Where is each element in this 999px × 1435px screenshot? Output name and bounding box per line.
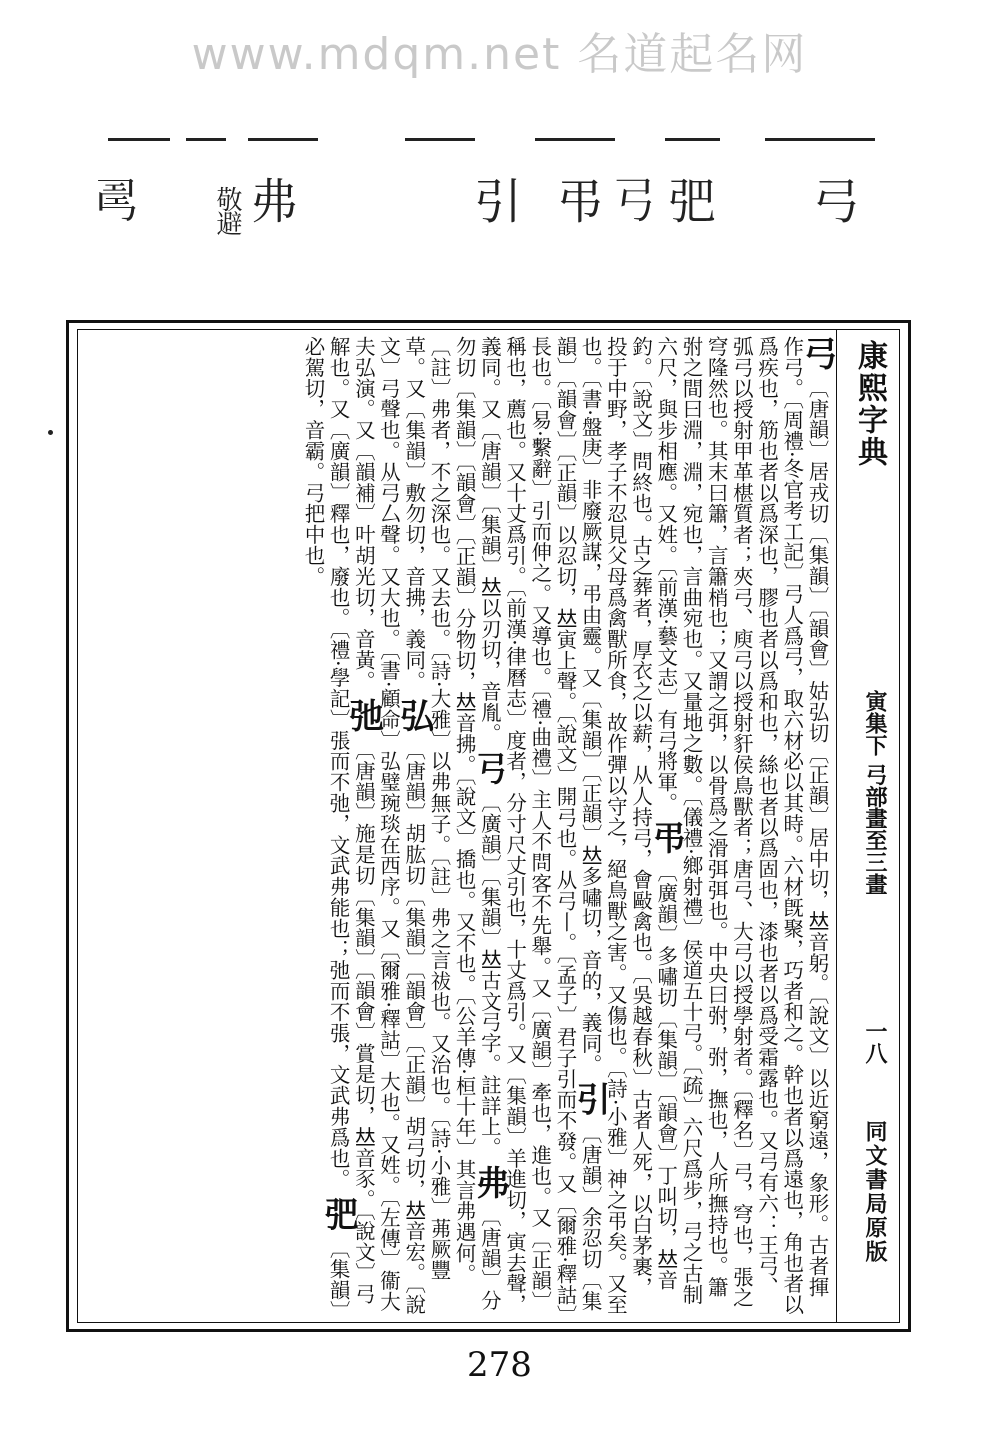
leaf-number: 一八	[862, 1020, 888, 1064]
dictionary-body-text: 弓 〔唐韻〕居戎切〔集韻〕〔韻會〕姑弘切〔正韻〕居中切，𠀤音躬。〔說文〕以近窮遠，象形。古者揮作弓。〔周禮·冬官考工記〕弓人爲弓，取六材必以其時。六材旣聚，巧者和之。幹也者以爲遠也，角也者以爲疾也，筋也者以爲深也，膠也者以爲和也，絲也者以爲固也，漆也者以爲受霜露也。又弓有六：王弓、弧弓以授射甲革椹質者；夾弓、庾弓以授射豻侯鳥獸者；唐弓、大弓以授學射者。〔釋名〕弓，穹也，張之穹隆然也。其末曰簫，言簫梢也；又謂之弭，以骨爲之滑弭弭也。中央曰弣，弣，撫也，人所撫持也。簫弣之間曰淵，淵，宛也，言曲宛也。又量地之數。〔儀禮·鄉射禮〕侯道五十弓。〔疏〕六尺爲步，弓之古制六尺，與步相應。又姓。〔前漢·藝文志〕有弓將軍。 弔 〔廣韻〕多嘯切〔集韻〕〔韻會〕丁叫切，𠀤音釣。〔說文〕問終也。古之葬者，厚衣之以薪，从人持弓，會敺禽也。〔吳越春秋〕古者人死，以白茅裹，投于中野，孝子不忍見父母爲禽獸所食，故作彈以守之，絕鳥獸之害。又傷也。〔詩·小雅〕神之弔矣。又至也。〔書·盤庚〕非廢厥謀，弔由靈。又〔集韻〕〔正韻〕𠀤多嘯切，音的，義同。 引 〔唐韻〕余忍切〔集韻〕〔韻會〕〔正韻〕以忍切，𠀤寅上聲。〔說文〕開弓也。从弓丨。〔孟子〕君子引而不發。又〔爾雅·釋詁〕長也。〔易·繫辭〕引而伸之。又導也。〔禮·曲禮〕主人不問客不先舉。又〔廣韻〕牽也，進也。又〔正韻〕稱也，薦也。又十丈爲引。〔前漢·律曆志〕度者，分寸尺丈引也，十丈爲引。又〔集韻〕羊進切，寅去聲，義同。又〔唐韻〕〔集韻〕𠀤以刃切，音胤。 𢎗 〔廣韻〕〔集韻〕𠀤古文弓字。註詳上。 弗 〔唐韻〕分勿切〔集韻〕〔韻會〕〔正韻〕分物切，𠀤音拂。〔說文〕撟也。又不也。〔公羊傳·桓十年〕其言弗遇何。〔註〕弗者，不之深也。又去也。〔詩·大雅〕以弗無子。〔註〕弗之言祓也。又治也。〔詩·小雅〕茀厥豐草。又〔集韻〕敷勿切，音拂，義同。 弘 〔唐韻〕胡肱切〔集韻〕〔韻會〕〔正韻〕胡弓切，𠀤音宏。〔說文〕弓聲也。从弓厶聲。又大也。〔書·顧命〕弘璧琬琰在西序。又〔爾雅·釋詁〕大也。又姓。〔左傳〕衞大夫弘演。又〔韻補〕叶胡光切，音黃。 弛 〔唐韻〕施是切〔集韻〕〔韻會〕賞是切，𠀤音豕。〔說文〕弓解也。又〔廣韻〕釋也，廢也。〔禮·學記〕張而不弛，文武弗能也；弛而不張，文武弗爲也。 弝 〔集韻〕必駕切，音霸。弓把中也。	[300, 336, 837, 1316]
headword: 𢎗	[469, 750, 510, 786]
section-label: 寅集下 弓部	[862, 690, 888, 808]
header-rule	[535, 138, 615, 141]
header-rule	[248, 138, 318, 141]
headword: 弔	[645, 820, 686, 855]
header-rule	[665, 138, 720, 141]
seal-character: 弔	[556, 174, 605, 230]
stroke-range: 一畫至三畫	[862, 785, 888, 895]
seal-note: 敬避	[212, 186, 242, 234]
seal-character: 𢏚	[92, 174, 141, 230]
headword: 弗	[469, 1164, 510, 1200]
page-number: 278	[467, 1345, 532, 1385]
headword: 引	[570, 1081, 611, 1117]
seal-character: 引	[474, 174, 523, 230]
headword: 弝	[318, 1196, 359, 1231]
seal-character: 𢎗	[610, 174, 659, 230]
page-inner	[77, 329, 900, 1323]
header-rule	[186, 138, 226, 141]
margin-column	[836, 330, 899, 1322]
publisher: 同文書局原版	[862, 1120, 888, 1264]
header-rule	[108, 138, 170, 141]
header-rule	[405, 138, 475, 141]
seal-character: 弝	[668, 174, 717, 230]
headword: 弘	[393, 698, 434, 733]
header-rule	[765, 138, 875, 141]
speck	[48, 430, 53, 435]
book-title: 康熙字典	[852, 340, 887, 468]
seal-character: 弓	[812, 174, 861, 230]
headword: 弓	[797, 336, 837, 371]
seal-character: 弗	[250, 174, 299, 230]
headword: 弛	[343, 698, 384, 733]
watermark: www.mdqm.net 名道起名网	[191, 29, 808, 80]
page-frame	[66, 320, 911, 1332]
